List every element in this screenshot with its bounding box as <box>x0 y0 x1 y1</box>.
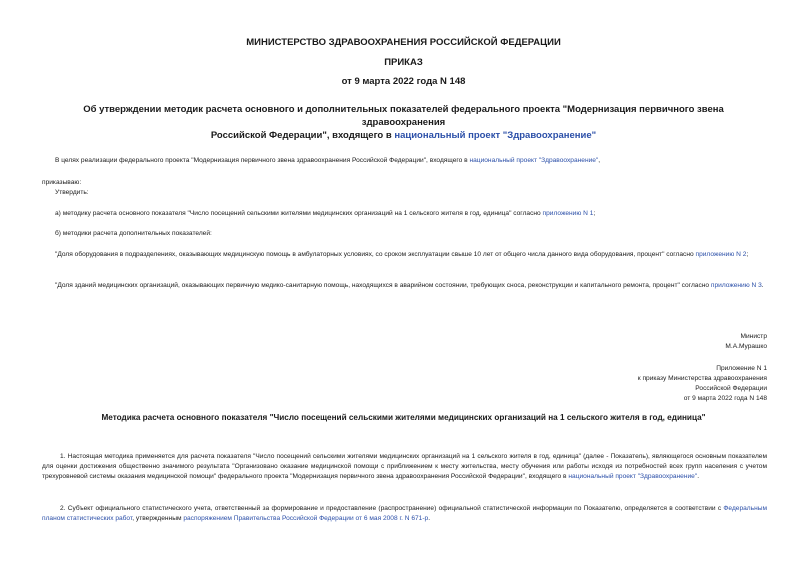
indicator-3-text: "Доля зданий медицинских организаций, оказывающих первичную медико-санитарную помощь, находящихся в аварийном состоянии, требующих сноса, реконструкции и капитального ремонта, процент" согласно <box>55 282 711 289</box>
appendix-p1-text: 1. Настоящая методика применяется для расчета показателя "Число посещений сельскими жителями медицинских организаций на 1 сельского жителя в год, единица" (далее - Показатель), являющегося основным показателем для оценки достижения общественно значимого результата "Организовано оказание медицинской помощи с приближением к месту жительства, месту обучения или работы исходя из потребностей всех групп населения с учетом трехуровневой системы оказания медицинской помощи" федерального проекта "Модернизация первичного звена здравоохранения Российской Федерации", входящего в <box>42 453 767 480</box>
indicator-2-paragraph <box>42 250 767 260</box>
order-word: приказываю: <box>42 179 82 186</box>
appendix-national-project-link[interactable]: национальный проект "Здравоохранение" <box>568 473 698 480</box>
item-a-text: а) методику расчета основного показателя "Число посещений сельскими жителями медицинских организаций на 1 сельского жителя в год, единица" согласно <box>55 210 543 217</box>
appendix-2-link[interactable]: приложению N 2 <box>695 251 747 258</box>
document-type: ПРИКАЗ <box>384 57 423 68</box>
appendix-p1-end: . <box>697 473 700 480</box>
appendix-number: Приложение N 1 <box>716 365 767 372</box>
preamble-national-project-link[interactable]: национальный проект "Здравоохранение" <box>469 157 599 164</box>
indicator-3-end: . <box>761 282 764 289</box>
appendix-title: Методика расчета основного показателя "Число посещений сельскими жителями медицинских организаций на 1 сельского жителя в год, единица" <box>101 413 706 422</box>
preamble-end: , <box>598 157 601 164</box>
item-b-paragraph: б) методики расчета дополнительных показателей: <box>55 230 212 237</box>
appendix-country: Российской Федерации <box>695 385 767 392</box>
item-a-end: ; <box>593 210 596 217</box>
appendix-1-link[interactable]: приложению N 1 <box>542 210 594 217</box>
appendix-date: от 9 марта 2022 года N 148 <box>683 395 767 402</box>
appendix-paragraph-1 <box>42 452 767 482</box>
ministry-heading: МИНИСТЕРСТВО ЗДРАВООХРАНЕНИЯ РОССИЙСКОЙ ФЕДЕРАЦИИ <box>246 37 561 48</box>
government-order-link[interactable]: распоряжением Правительства Российской Федерации от 6 мая 2008 г. N 671-р <box>183 515 429 522</box>
national-project-link[interactable]: национальный проект "Здравоохранение" <box>394 130 597 141</box>
appendix-paragraph-2 <box>42 504 767 524</box>
indicator-2-end: ; <box>746 251 749 258</box>
appendix-p2-end: . <box>428 515 431 522</box>
appendix-p2-text: 2. Субъект официального статистического учета, ответственный за формирование и предоставление (распространение) официальной статистической информации по Показателю, определяется в соответствии с <box>60 505 724 512</box>
title-line1: Об утверждении методик расчета основного и дополнительных показателей федерального проекта "Модернизация первичного звена здравоохранения <box>83 104 724 128</box>
preamble-paragraph <box>55 156 775 166</box>
preamble-text: В целях реализации федерального проекта "Модернизация первичного звена здравоохранения Российской Федерации", входящего в <box>55 157 470 164</box>
document-date-number: от 9 марта 2022 года N 148 <box>341 76 466 87</box>
item-a-paragraph <box>55 209 775 219</box>
statistical-plan-link[interactable]: Федеральным планом статистических работ <box>42 505 767 522</box>
indicator-2-text: "Доля оборудования в подразделениях, оказывающих медицинскую помощь в амбулаторных условиях, со сроком эксплуатации свыше 10 лет от общего числа данного вида оборудования, процент" согласно <box>55 251 696 258</box>
approve-word: Утвердить: <box>55 189 89 196</box>
signature-name: М.А.Мурашко <box>725 343 767 350</box>
appendix-p2-mid: , утвержденным <box>132 515 184 522</box>
document-title <box>42 103 765 142</box>
indicator-3-paragraph <box>42 281 767 291</box>
title-line2: Российской Федерации", входящего в <box>210 130 395 141</box>
signature-role: Министр <box>740 333 767 340</box>
appendix-order-ref: к приказу Министерства здравоохранения <box>637 375 767 382</box>
appendix-3-link[interactable]: приложению N 3 <box>710 282 762 289</box>
